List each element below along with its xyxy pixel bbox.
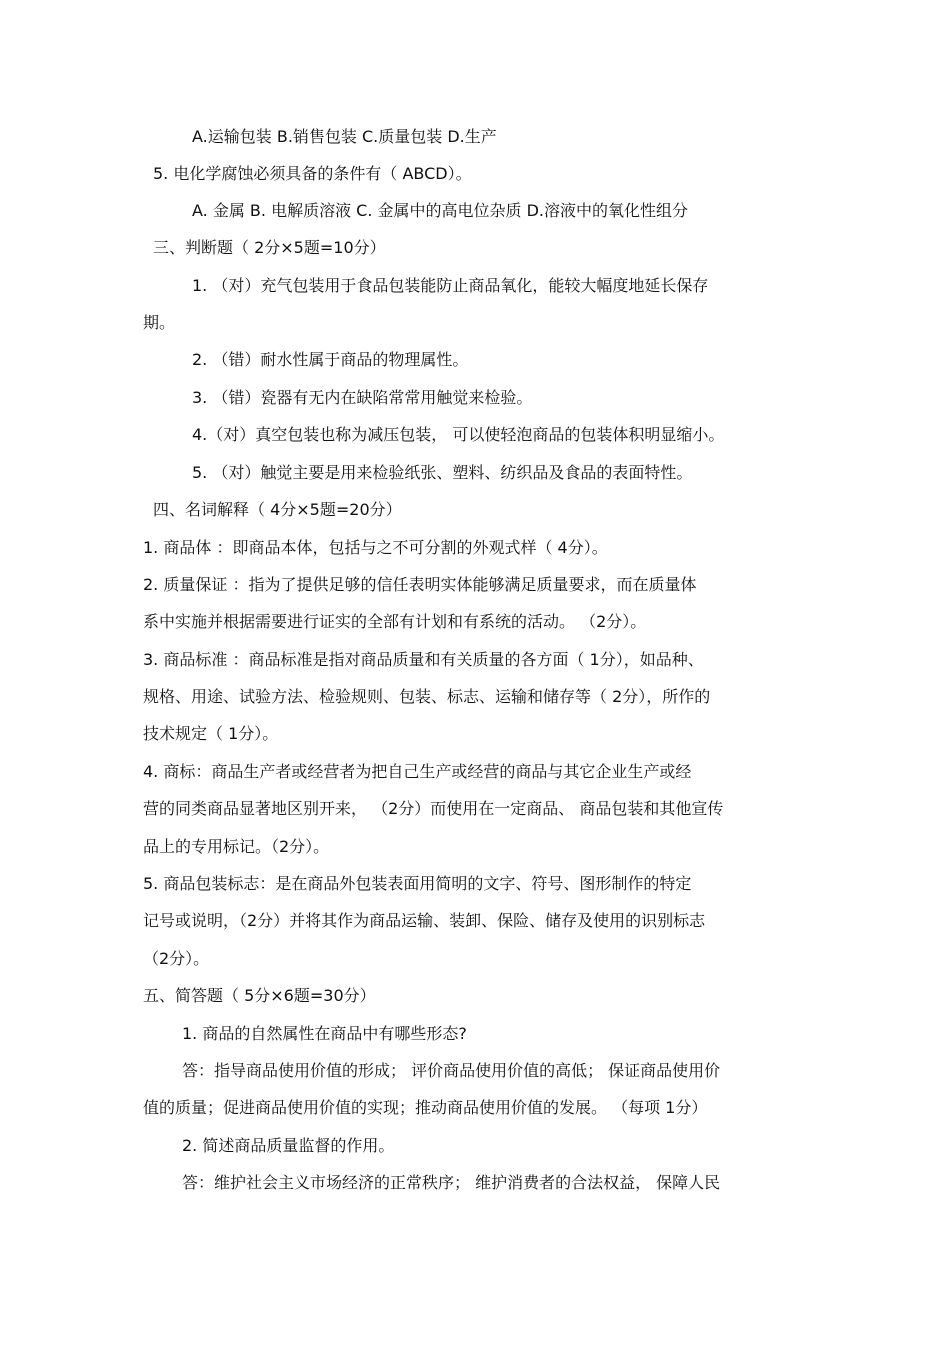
text-line-6: 期。 [143, 313, 176, 332]
text-line-21: 5. 商品包装标志：是在商品外包装表面用简明的文字、符号、图形制作的特定 [143, 874, 692, 893]
section-heading-4: 四、名词解释（ 4分×5题=20分） [153, 500, 402, 519]
text-line-10: 5. （对）触觉主要是用来检验纸张、塑料、纺织品及食品的表面特性。 [192, 463, 693, 482]
text-line-3: A. 金属 B. 电解质溶液 C. 金属中的高电位杂质 D.溶液中的氧化性组分 [192, 201, 688, 220]
section-heading-3: 三、判断题（ 2分×5题=10分） [153, 238, 386, 257]
text-line-23: （2分）。 [143, 949, 210, 968]
text-line-14: 系中实施并根据需要进行证实的全部有计划和有系统的活动。 （2分）。 [143, 612, 647, 631]
text-line-19: 营的同类商品显著地区别开来， （2分）而使用在一定商品、 商品包装和其他宣传 [143, 799, 724, 818]
text-line-2: 5. 电化学腐蚀必须具备的条件有（ ABCD）。 [153, 164, 472, 183]
text-line-27: 值的质量；促进商品使用价值的实现；推动商品使用价值的发展。 （每项 1分） [143, 1098, 708, 1117]
text-line-16: 规格、用途、试验方法、检验规则、包装、标志、运输和储存等（ 2分），所作的 [143, 687, 711, 706]
text-line-15: 3. 商品标准 ：商品标准是指对商品质量和有关质量的各方面（ 1分），如品种、 [143, 650, 704, 669]
text-line-28: 2. 简述商品质量监督的作用。 [182, 1136, 395, 1155]
text-line-12: 1. 商品体 ：即商品本体，包括与之不可分割的外观式样（ 4分）。 [143, 538, 608, 557]
text-line-29: 答：维护社会主义市场经济的正常秩序； 维护消费者的合法权益， 保障人民 [182, 1173, 721, 1192]
text-line-9: 4.（对）真空包装也称为减压包装， 可以使轻泡商品的包装体积明显缩小。 [192, 425, 725, 444]
text-line-7: 2. （错）耐水性属于商品的物理属性。 [192, 350, 469, 369]
text-line-13: 2. 质量保证 ：指为了提供足够的信任表明实体能够满足质量要求，而在质量体 [143, 575, 697, 594]
section-heading-5: 五、简答题（ 5分×6题=30分） [143, 986, 376, 1005]
text-line-18: 4. 商标：商品生产者或经营者为把自己生产或经营的商品与其它企业生产或经 [143, 762, 692, 781]
text-line-1: A.运输包装 B.销售包装 C.质量包装 D.生产 [192, 127, 497, 146]
text-line-26: 答：指导商品使用价值的形成； 评价商品使用价值的高低； 保证商品使用价 [182, 1061, 721, 1080]
text-line-25: 1. 商品的自然属性在商品中有哪些形态? [182, 1024, 467, 1043]
text-line-22: 记号或说明，（2分）并将其作为商品运输、装卸、保险、储存及使用的识别标志 [143, 911, 706, 930]
text-line-20: 品上的专用标记。（2分）。 [143, 837, 330, 856]
text-line-17: 技术规定（ 1分）。 [143, 724, 279, 743]
text-line-5: 1. （对）充气包装用于食品包装能防止商品氧化，能较大幅度地延长保存 [192, 276, 709, 295]
text-line-8: 3. （错）瓷器有无内在缺陷常常用触觉来检验。 [192, 388, 533, 407]
